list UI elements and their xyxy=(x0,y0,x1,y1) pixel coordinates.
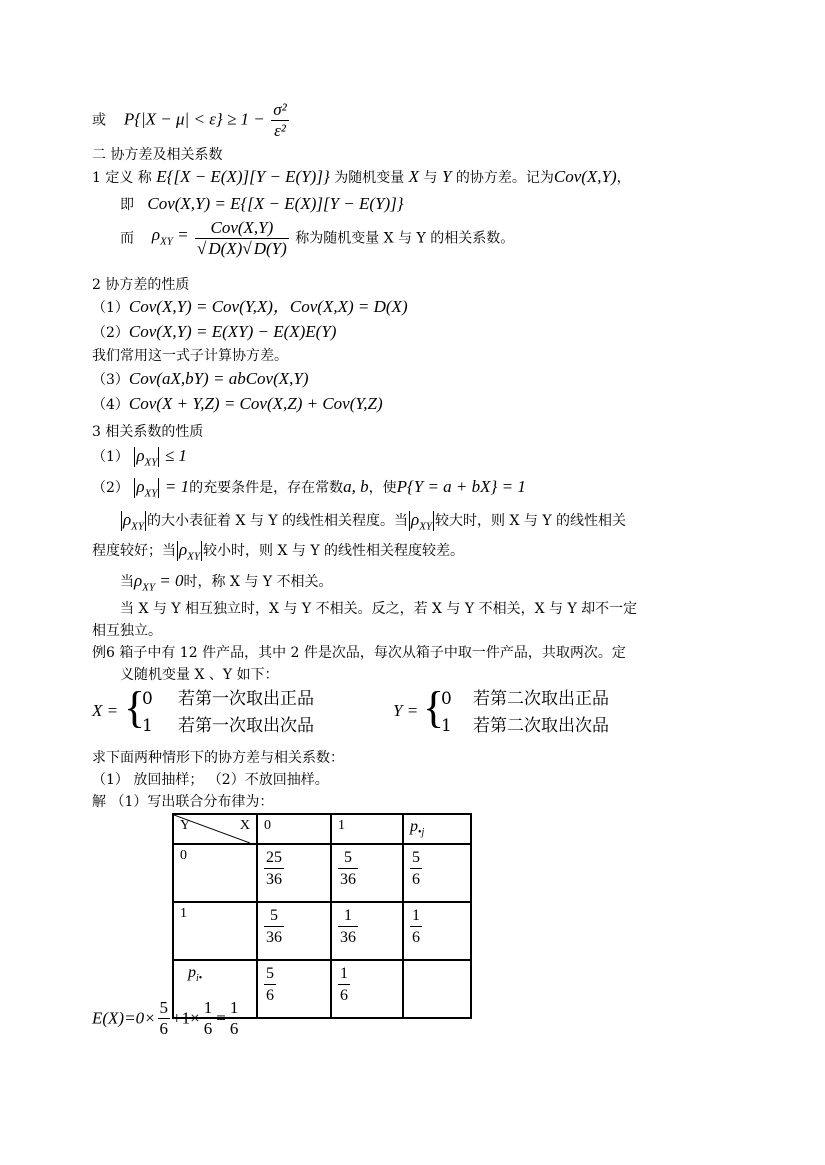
cov-property-1: （1）Cov(X,Y) = Cov(Y,X)，Cov(X,X) = D(X) xyxy=(92,297,408,316)
cell-1-marginal: $\frac{1}{6}$ xyxy=(403,902,471,960)
col-header-1: 1 xyxy=(331,814,403,844)
section-title-cov-properties: 2 协方差的性质 xyxy=(92,277,190,293)
marginal-empty xyxy=(403,960,471,1018)
correlation-definition: 而 $\rho_{XY}$ = $\frac{\text{Cov(X,Y)}}{√ D(X)√ D(Y)}$ 称为随机变量 X 与 Y 的相关系数。 xyxy=(120,218,515,258)
chebyshev-formula: P{|X − μ| < ε} ≥ 1 − xyxy=(123,109,265,129)
section-title-corr-properties: 3 相关系数的性质 xyxy=(92,424,204,440)
correlation-fraction: $\frac{\text{Cov(X,Y)}}{√ D(X)√ D(Y)}$ xyxy=(197,218,287,258)
cov-property-3: （3）Cov(aX,bY) = abCov(X,Y) xyxy=(92,369,309,388)
definition-line-1: 1 定义 称 E{[X − E(X)][Y − E(Y)]} 为随机变量 X 与 Y 的协方差。记为Cov(X,Y)， xyxy=(92,167,631,186)
table-row xyxy=(173,844,471,902)
joint-distribution-table xyxy=(172,813,472,1019)
marginal-1: $\frac{1}{6}$ xyxy=(331,960,403,1018)
cov-property-note: 我们常用这一式子计算协方差。 xyxy=(92,348,288,364)
col-header-0: 0 xyxy=(257,814,331,844)
question-line: 求下面两种情形下的协方差与相关系数： xyxy=(92,750,344,766)
corr-paragraph-1: $\rho_{XY}$ 的大小表征着 X 与 Y 的线性相关程度。当 $\rho_{XY}$ 较大时，则 X 与 Y 的线性相关 xyxy=(123,510,627,533)
section-title-covariance: 二 协方差及相关系数 xyxy=(92,147,223,163)
uncorrelated-line: 当$\rho_{XY} = 0$时，称 X 与 Y 不相关。 xyxy=(120,571,333,594)
cell-1-0: $\frac{5}{36}$ xyxy=(257,902,331,960)
definition-line-2: 即 Cov(X,Y) = E{[X − E(X)][Y − E(Y)]} xyxy=(120,194,404,213)
or-label: 或 xyxy=(92,112,106,129)
row-header-marginal: $p_{i•}$ xyxy=(173,960,257,1018)
corr-property-1: （1） $\rho_{XY} \le 1$ xyxy=(92,446,187,469)
table-header-row xyxy=(173,814,471,844)
table-corner-cell: Y X xyxy=(173,814,257,844)
cell-0-1: $\frac{5}{36}$ xyxy=(331,844,403,902)
row-header-0: 0 xyxy=(173,844,257,902)
example-6-line-2: 义随机变量 X 、Y 如下： xyxy=(120,667,279,683)
col-header-marginal: $p_{•j}$ xyxy=(403,814,471,844)
cell-1-1: $\frac{1}{36}$ xyxy=(331,902,403,960)
row-header-1: 1 xyxy=(173,902,257,960)
independence-line-1: 当 X 与 Y 相互独立时，X 与 Y 不相关。反之，若 X 与 Y 不相关，X 与 Y 却不一定 xyxy=(120,601,638,617)
marginal-0: $\frac{5}{6}$ xyxy=(257,960,331,1018)
example-6-line-1: 例6 箱子中有 12 件产品，其中 2 件是次品，每次从箱子中取一件产品，共取两次。定 xyxy=(92,645,626,661)
cov-property-4: （4）Cov(X + Y,Z) = Cov(X,Z) + Cov(Y,Z) xyxy=(92,394,383,413)
cov-property-2: （2）Cov(X,Y) = E(XY) − E(X)E(Y) xyxy=(92,322,337,341)
corr-paragraph-2: 程度较好；当 $\rho_{XY}$ 较小时，则 X 与 Y 的线性相关程度较差。 xyxy=(92,540,465,563)
chebyshev-line xyxy=(92,100,291,141)
cell-0-marginal: $\frac{5}{6}$ xyxy=(403,844,471,902)
expectation-x-line: E(X)=0× $\frac{5}{6}$ +1× $\frac{1}{6}$ = $\frac{1}{6}$ xyxy=(92,998,239,1038)
cases-line: （1） 放回抽样； （2）不放回抽样。 xyxy=(92,772,329,788)
cell-0-0: $\frac{25}{36}$ xyxy=(257,844,331,902)
solution-line: 解 （1）写出联合分布律为： xyxy=(92,794,274,810)
corr-property-2: （2） $\rho_{XY} = 1$的充要条件是，存在常数a, b，使P{Y = a + bX} = 1 xyxy=(92,477,526,500)
independence-line-2: 相互独立。 xyxy=(92,623,162,639)
table-row xyxy=(173,902,471,960)
sigma-over-eps: $\frac{\text{σ²}}{\text{ε²}}$ xyxy=(273,100,287,140)
